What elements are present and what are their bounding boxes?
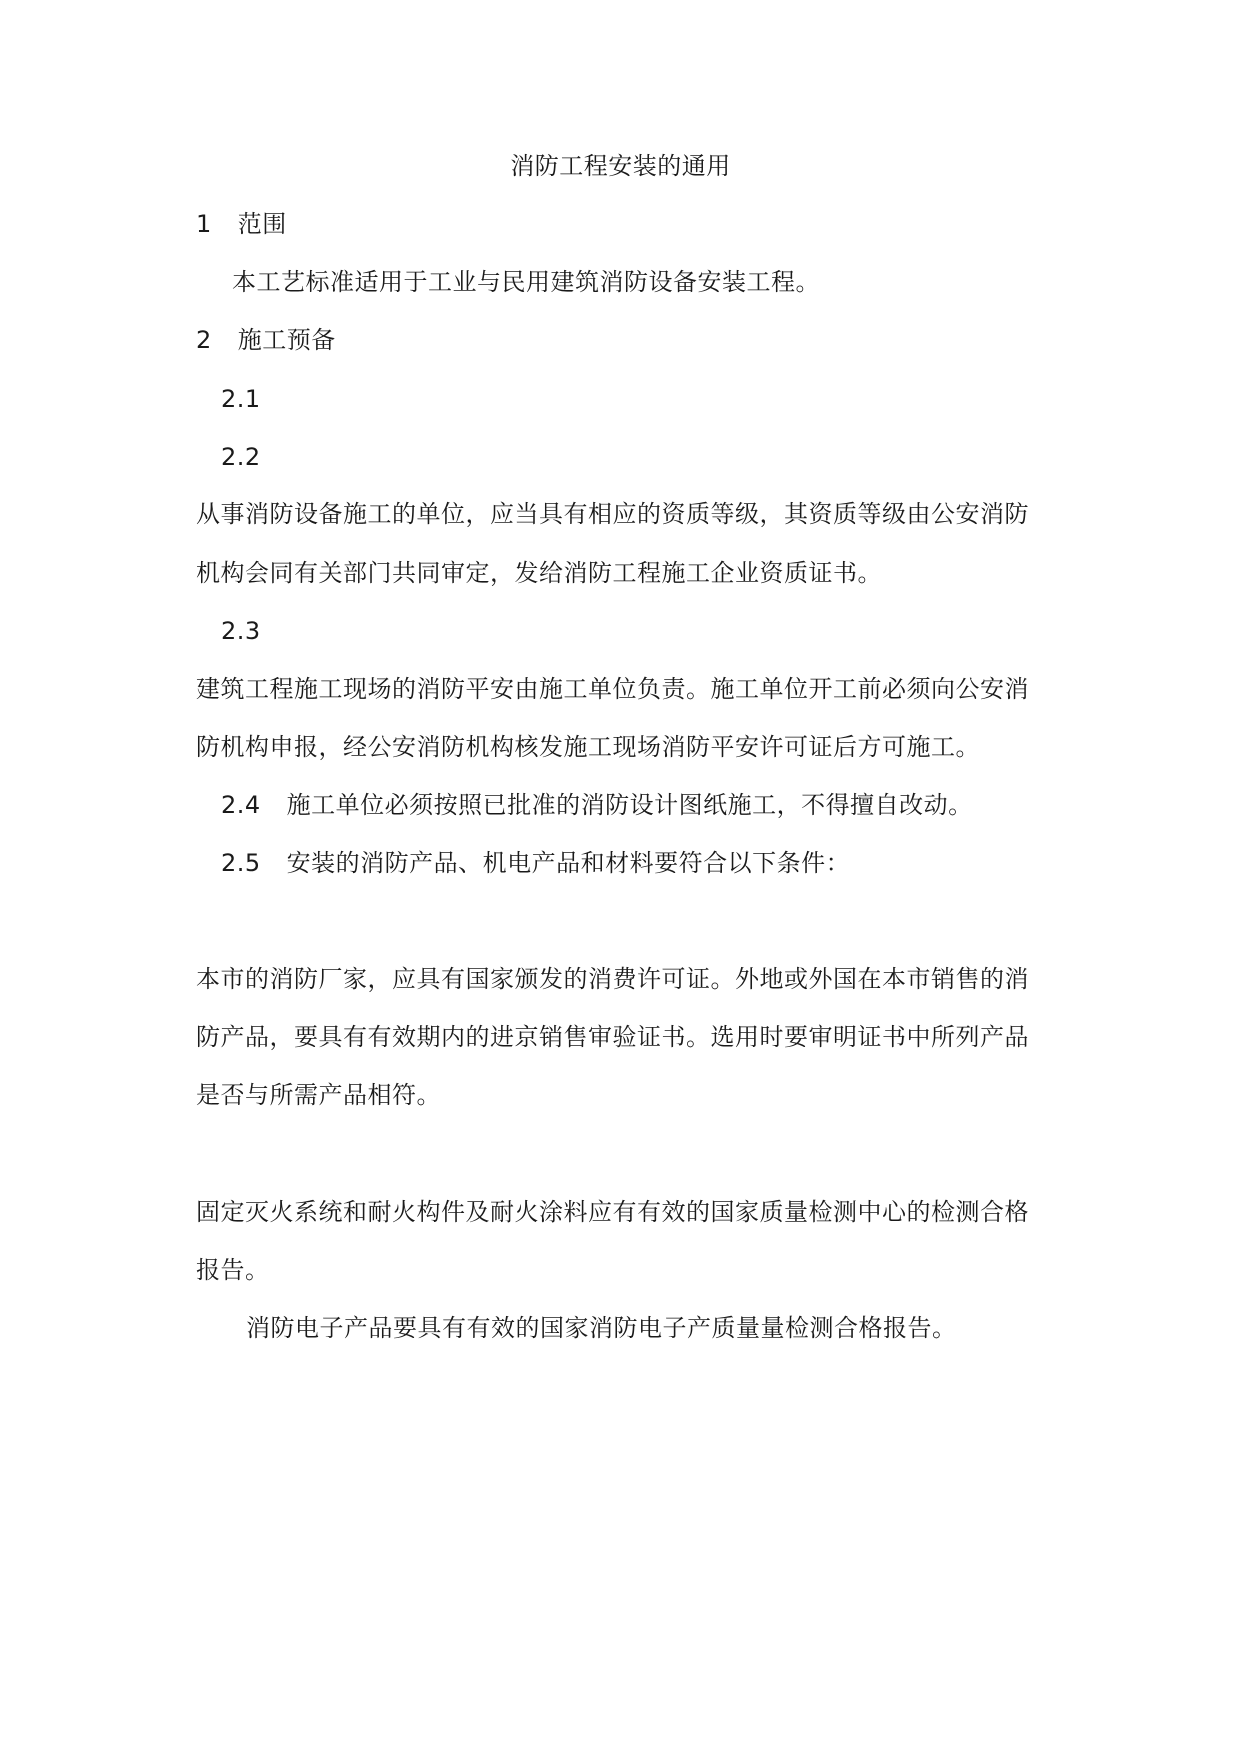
subsection-2-3-number: 2.3 (221, 617, 261, 645)
paragraph-line: 防产品，要具有有效期内的进京销售审验证书。选用时要审明证书中所列产品 (196, 1023, 1029, 1051)
subsection-2-2-number: 2.2 (221, 443, 261, 471)
paragraph-line: 报告。 (196, 1256, 270, 1284)
document-title: 消防工程安装的通用 (510, 152, 731, 180)
subsection-2-3-line: 防机构申报，经公安消防机构核发施工现场消防平安许可证后方可施工。 (196, 733, 980, 761)
section-title: 范围 (237, 210, 287, 238)
paragraph-line: 是否与所需产品相符。 (196, 1081, 441, 1109)
subsection-text: 安装的消防产品、机电产品和材料要符合以下条件： (286, 849, 851, 877)
subsection-text: 施工单位必须按照已批准的消防设计图纸施工，不得擅自改动。 (286, 791, 973, 819)
section-1-heading (196, 208, 287, 240)
section-2-heading (196, 324, 336, 356)
subsection-number: 2.4 (221, 791, 261, 819)
section-title: 施工预备 (237, 326, 336, 354)
subsection-2-2-line: 从事消防设备施工的单位，应当具有相应的资质等级，其资质等级由公安消防 (196, 500, 1029, 528)
section-number: 2 (196, 326, 212, 354)
subsection-2-1-number: 2.1 (221, 385, 261, 413)
subsection-2-3-line: 建筑工程施工现场的消防平安由施工单位负责。施工单位开工前必须向公安消 (196, 675, 1029, 703)
paragraph-line: 消防电子产品要具有有效的国家消防电子产质量量检测合格报告。 (246, 1314, 957, 1342)
subsection-2-2-line: 机构会同有关部门共同审定，发给消防工程施工企业资质证书。 (196, 559, 882, 587)
subsection-number: 2.5 (221, 849, 261, 877)
subsection-2-4 (221, 789, 973, 821)
paragraph-line: 固定灭火系统和耐火构件及耐火涂料应有有效的国家质量检测中心的检测合格 (196, 1198, 1029, 1226)
paragraph-line: 本市的消防厂家，应具有国家颁发的消费许可证。外地或外国在本市销售的消 (196, 965, 1029, 993)
subsection-2-5 (221, 847, 850, 879)
section-number: 1 (196, 210, 212, 238)
section-1-paragraph: 本工艺标准适用于工业与民用建筑消防设备安装工程。 (232, 268, 820, 296)
